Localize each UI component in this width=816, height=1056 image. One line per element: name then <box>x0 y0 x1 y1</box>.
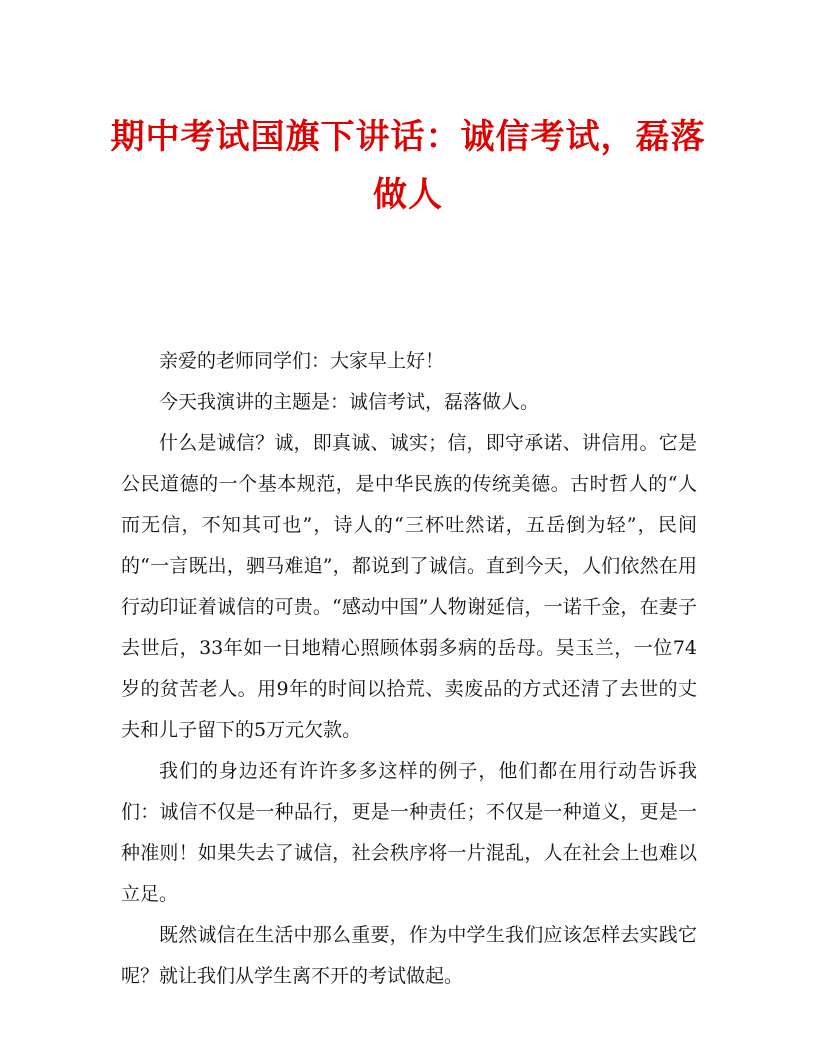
paragraph-topic: 今天我演讲的主题是：诚信考试，磊落做人。 <box>159 391 540 413</box>
paragraph-what-is-integrity: 什么是诚信？诚，即真诚、诚实；信，即守承诺、讲信用。它是公民道德的一个基本规范，是中华民族的传统美德。古时哲人的“人而无信，不知其可也”，诗人的“三杯吐然诺，五岳倒为轻”，民间的“一言既出，驷马难追”，都说到了诚信。直到今天，人们依然在用行动印证着诚信的可贵。“感动中国”人物谢延信，一诺千金，在妻子去世后，33年如一日地精心照顾体弱多病的岳母。吴玉兰，一位74岁的贫苦老人。用9年的时间以拾荒、卖废品的方式还清了去世的丈夫和儿子留下的5万元欠款。 <box>121 432 697 741</box>
paragraph-greeting: 亲爱的老师同学们：大家早上好！ <box>159 350 445 372</box>
document-title: 期中考试国旗下讲话：诚信考试，磊落做人 <box>110 117 706 215</box>
paragraph-examples: 我们的身边还有许许多多这样的例子，他们都在用行动告诉我们：诚信不仅是一种品行，更是一种责任；不仅是一种道义，更是一种准则！如果失去了诚信，社会秩序将一片混乱，人在社会上也难以立足。 <box>121 760 697 905</box>
document-body <box>121 341 697 997</box>
paragraph-exam: 既然诚信在生活中那么重要，作为中学生我们应该怎样去实践它呢？就让我们从学生离不开的考试做起。 <box>121 924 697 987</box>
